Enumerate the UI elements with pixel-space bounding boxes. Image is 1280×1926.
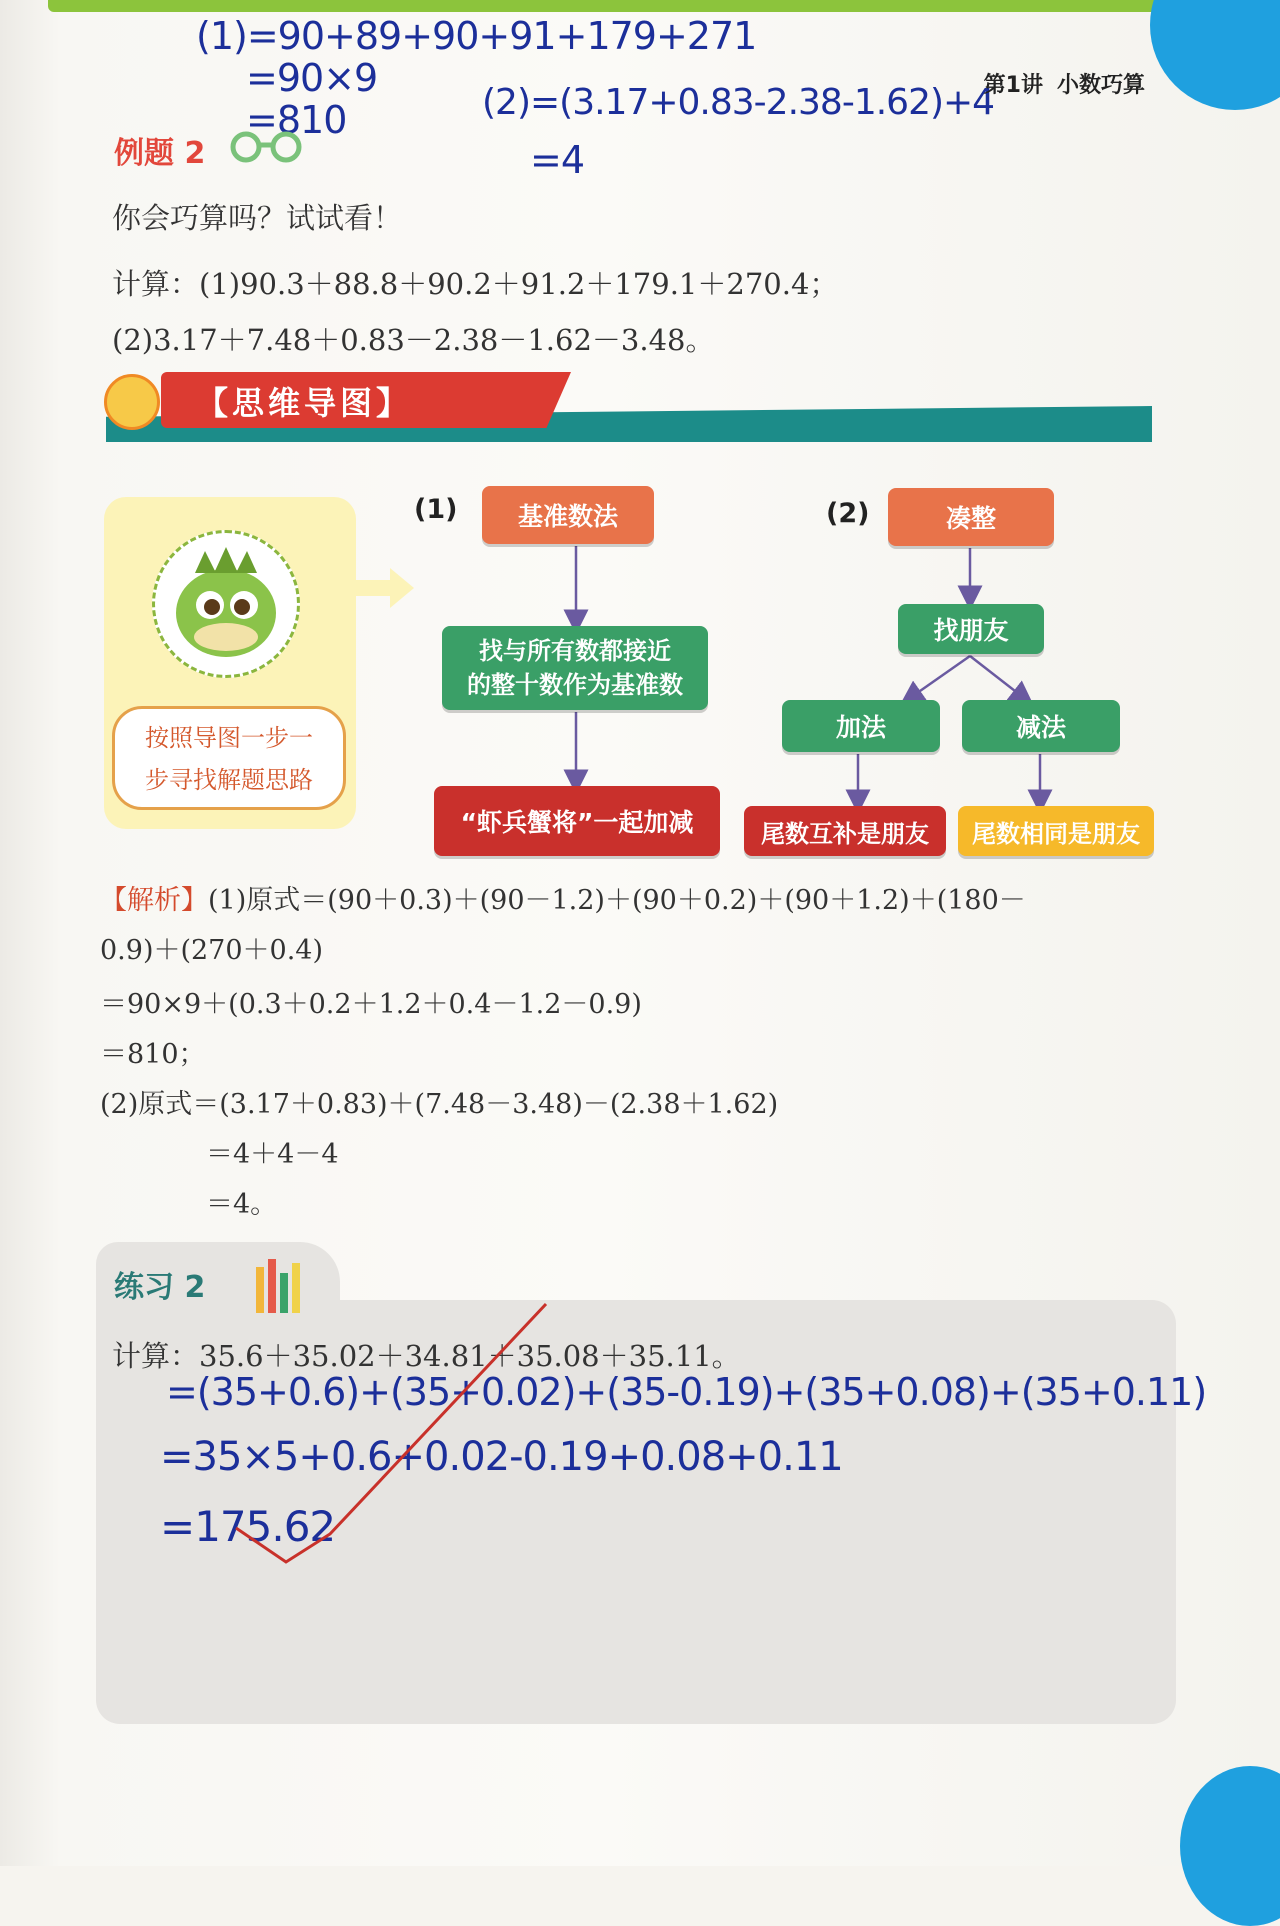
node-line: 找与所有数都接近 [479,637,671,665]
example-question-1: 计算：(1)90.3＋88.8＋90.2＋91.2＋179.1＋270.4； [112,267,839,301]
handwritten-line: (1)=90+89+90+91+179+271 [196,14,757,58]
handwritten-line: =175.62 [160,1502,336,1551]
example-question-2: (2)3.17＋7.48＋0.83－2.38－1.62－3.48。 [112,323,715,357]
solution-line-3: ＝90×9＋(0.3＋0.2＋1.2＋0.4－1.2－0.9) [100,989,642,1020]
solution-line-7: ＝4。 [206,1189,278,1220]
mindmap-node-subtraction: 减法 [962,700,1120,752]
solution-line-2: 0.9)＋(270＋0.4) [100,935,324,966]
handwritten-line: (2)=(3.17+0.83-2.38-1.62)+4 [482,82,995,123]
bubble-line: 步寻找解题思路 [145,766,313,794]
mindmap-node-round-up: 凑整 [888,488,1054,546]
chapter-title: 小数巧算 [1056,73,1145,98]
chapter-number: 第1讲 [983,73,1043,98]
handwritten-line: =4 [530,138,585,182]
bubble-line: 按照导图一步一 [145,724,313,752]
mindmap-node-same-tails: 尾数相同是朋友 [958,806,1154,856]
handwritten-line: =810 [246,98,347,142]
solution-line-6: ＝4＋4－4 [206,1139,339,1170]
practice-label: 练习 2 [114,1270,206,1305]
solution-line-5: (2)原式＝(3.17＋0.83)＋(7.48－3.48)－(2.38＋1.62) [100,1089,779,1120]
banner-title: 【思维导图】 [196,384,413,422]
mindmap-part-1-number: (1) [414,494,458,525]
solution-text: (1)原式＝(90＋0.3)＋(90－1.2)＋(90＋0.2)＋(90＋1.2)＋(180－ [208,885,1026,916]
mindmap-part-2-number: (2) [826,498,870,529]
mindmap-node-find-friends: 找朋友 [898,604,1044,654]
practice-question: 计算：35.6＋35.02＋34.81＋35.08＋35.11。 [112,1339,741,1373]
mindmap-node-complementary-tails: 尾数互补是朋友 [744,806,946,856]
handwritten-line: =35×5+0.6+0.02-0.19+0.08+0.11 [160,1434,843,1480]
mindmap-node-add-subtract-together: “虾兵蟹将”一起加减 [434,786,720,856]
mindmap-node-addition: 加法 [782,700,940,752]
handwritten-line: =90×9 [246,56,378,100]
solution-line-4: ＝810； [100,1039,206,1070]
node-line: 的整十数作为基准数 [467,671,683,699]
example-prompt: 你会巧算吗？试试看！ [112,201,403,235]
handwritten-line: =(35+0.6)+(35+0.02)+(35-0.19)+(35+0.08)+(35+0.11) [166,1370,1207,1414]
solution-tag: 【解析】 [100,885,208,916]
example-label: 例题 2 [114,136,206,171]
mindmap-node-benchmark-method: 基准数法 [482,486,654,544]
